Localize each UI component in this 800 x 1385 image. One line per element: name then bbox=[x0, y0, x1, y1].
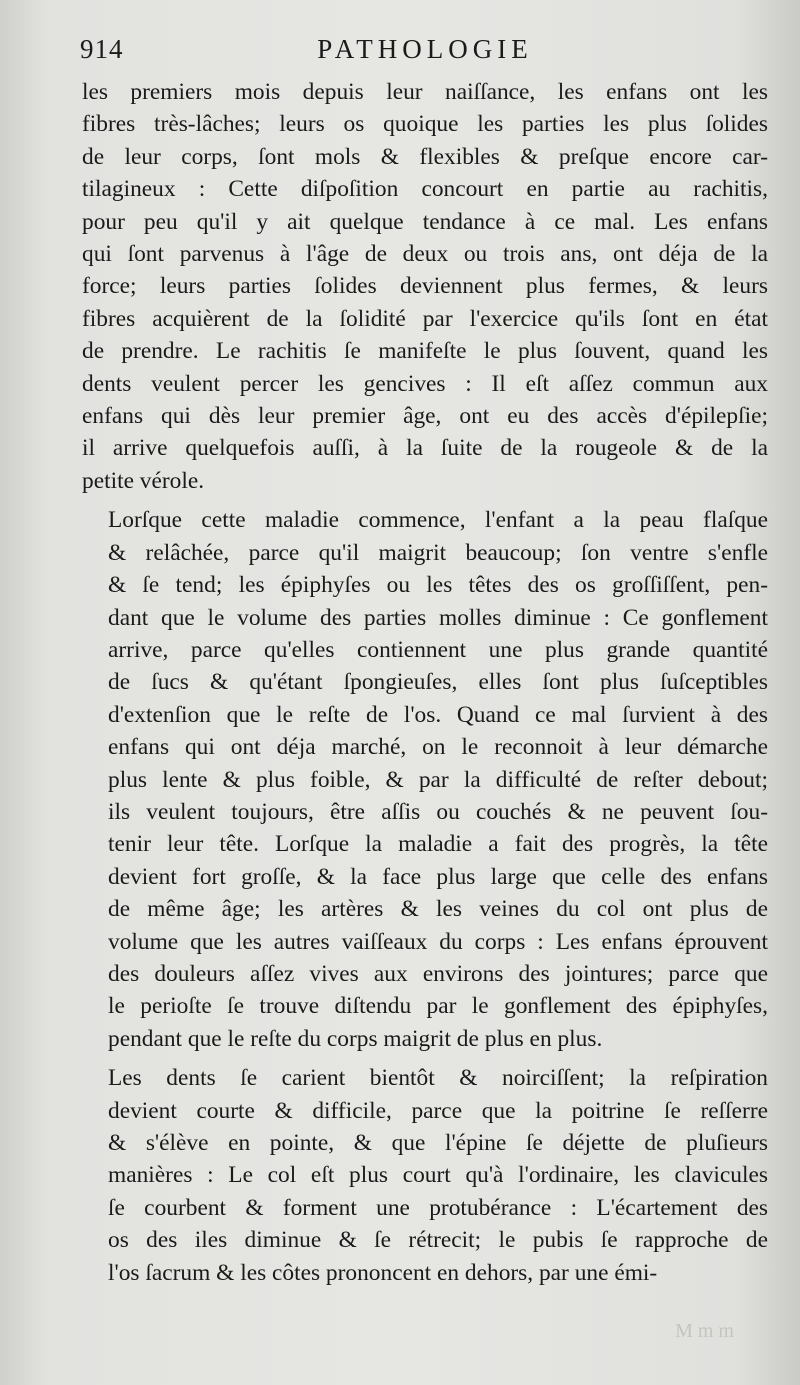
text-line: manières : Le col eſt plus court qu'à l'ordinaire, les clavicules bbox=[108, 1162, 768, 1189]
text-line: de ſucs & qu'étant ſpongieuſes, elles ſont plus ſuſceptibles bbox=[108, 669, 768, 696]
running-title: PATHOLOGIE bbox=[317, 34, 533, 64]
text-line: devient courte & difficile, parce que la poitrine ſe reſſerre bbox=[108, 1097, 768, 1124]
text-line: qui ſont parvenus à l'âge de deux ou trois ans, ont déja de la bbox=[82, 241, 768, 268]
body-text bbox=[82, 76, 768, 1296]
text-line: tenir leur tête. Lorſque la maladie a fait des progrès, la tête bbox=[108, 831, 768, 858]
text-line: plus lente & plus foible, & par la difficulté de reſter debout; bbox=[108, 766, 768, 793]
text-line: enfans qui ont déja marché, on le reconnoit à leur démarche bbox=[108, 734, 768, 761]
text-line: des douleurs aſſez vives aux environs des jointures; parce que bbox=[108, 960, 768, 987]
text-line: Lorſque cette maladie commence, l'enfant a la peau flaſque bbox=[108, 507, 768, 534]
page-number: 914 bbox=[80, 34, 124, 64]
text-line: dant que le volume des parties molles diminue : Ce gonflement bbox=[108, 604, 768, 631]
text-line: & s'élève en pointe, & que l'épine ſe déjette de pluſieurs bbox=[108, 1130, 768, 1156]
text-line: ils veulent toujours, être aſſis ou couchés & ne peuvent ſou- bbox=[108, 798, 768, 825]
text-line: Les dents ſe carient bientôt & noirciſſent; la reſpiration bbox=[108, 1065, 768, 1092]
text-line: enfans qui dès leur premier âge, ont eu des accès d'épilepſie; bbox=[82, 403, 768, 430]
text-line: & relâchée, parce qu'il maigrit beaucoup; ſon ventre s'enfle bbox=[108, 539, 768, 566]
text-line: de leur corps, ſont mols & flexibles & preſque encore car- bbox=[82, 143, 768, 170]
text-line: arrive, parce qu'elles contiennent une plus grande quantité bbox=[108, 636, 768, 663]
text-line: fibres acquièrent de la ſolidité par l'exercice qu'ils ſont en état bbox=[82, 305, 768, 332]
text-line: force; leurs parties ſolides deviennent plus fermes, & leurs bbox=[82, 273, 768, 300]
text-line: pendant que le reſte du corps maigrit de plus en plus. bbox=[108, 1025, 603, 1052]
text-line: ſe courbent & forment une protubérance : L'écartement des bbox=[108, 1194, 768, 1221]
paragraph bbox=[82, 504, 768, 1055]
text-line: petite vérole. bbox=[82, 467, 205, 494]
text-line: dents veulent percer les gencives : Il eſt aſſez commun aux bbox=[82, 370, 768, 397]
text-line: d'extenſion que le reſte de l'os. Quand ce mal ſurvient à des bbox=[108, 701, 768, 728]
text-line: de même âge; les artères & les veines du col ont plus de bbox=[108, 896, 768, 923]
text-line: os des iles diminue & ſe rétrecit; le pubis ſe rapproche de bbox=[108, 1227, 768, 1254]
text-line: de prendre. Le rachitis ſe manifeſte le plus ſouvent, quand les bbox=[82, 338, 768, 365]
text-line: pour peu qu'il y ait quelque tendance à ce mal. Les enfans bbox=[82, 208, 768, 235]
text-line: & ſe tend; les épiphyſes ou les têtes des os groſſiſſent, pen- bbox=[108, 572, 768, 599]
text-line: les premiers mois depuis leur naiſſance, les enfans ont les bbox=[82, 79, 768, 105]
text-line: il arrive quelquefois auſſi, à la ſuite de la rougeole & de la bbox=[82, 435, 768, 462]
paragraph bbox=[82, 76, 768, 497]
signature-mark: M m m bbox=[675, 1320, 734, 1342]
paragraph bbox=[82, 1062, 768, 1289]
text-line: fibres très-lâches; leurs os quoique les parties les plus ſolides bbox=[82, 111, 768, 138]
text-line: le perioſte ſe trouve diſtendu par le gonflement des épiphyſes, bbox=[108, 993, 768, 1020]
text-line: l'os ſacrum & les côtes prononcent en dehors, par une émi- bbox=[108, 1259, 658, 1286]
text-line: devient fort groſſe, & la face plus large que celle des enfans bbox=[108, 863, 768, 890]
text-line: volume que les autres vaiſſeaux du corps : Les enfans éprouvent bbox=[108, 928, 768, 955]
text-line: tilagineux : Cette diſpoſition concourt en partie au rachitis, bbox=[82, 176, 768, 203]
page-header bbox=[80, 30, 770, 70]
